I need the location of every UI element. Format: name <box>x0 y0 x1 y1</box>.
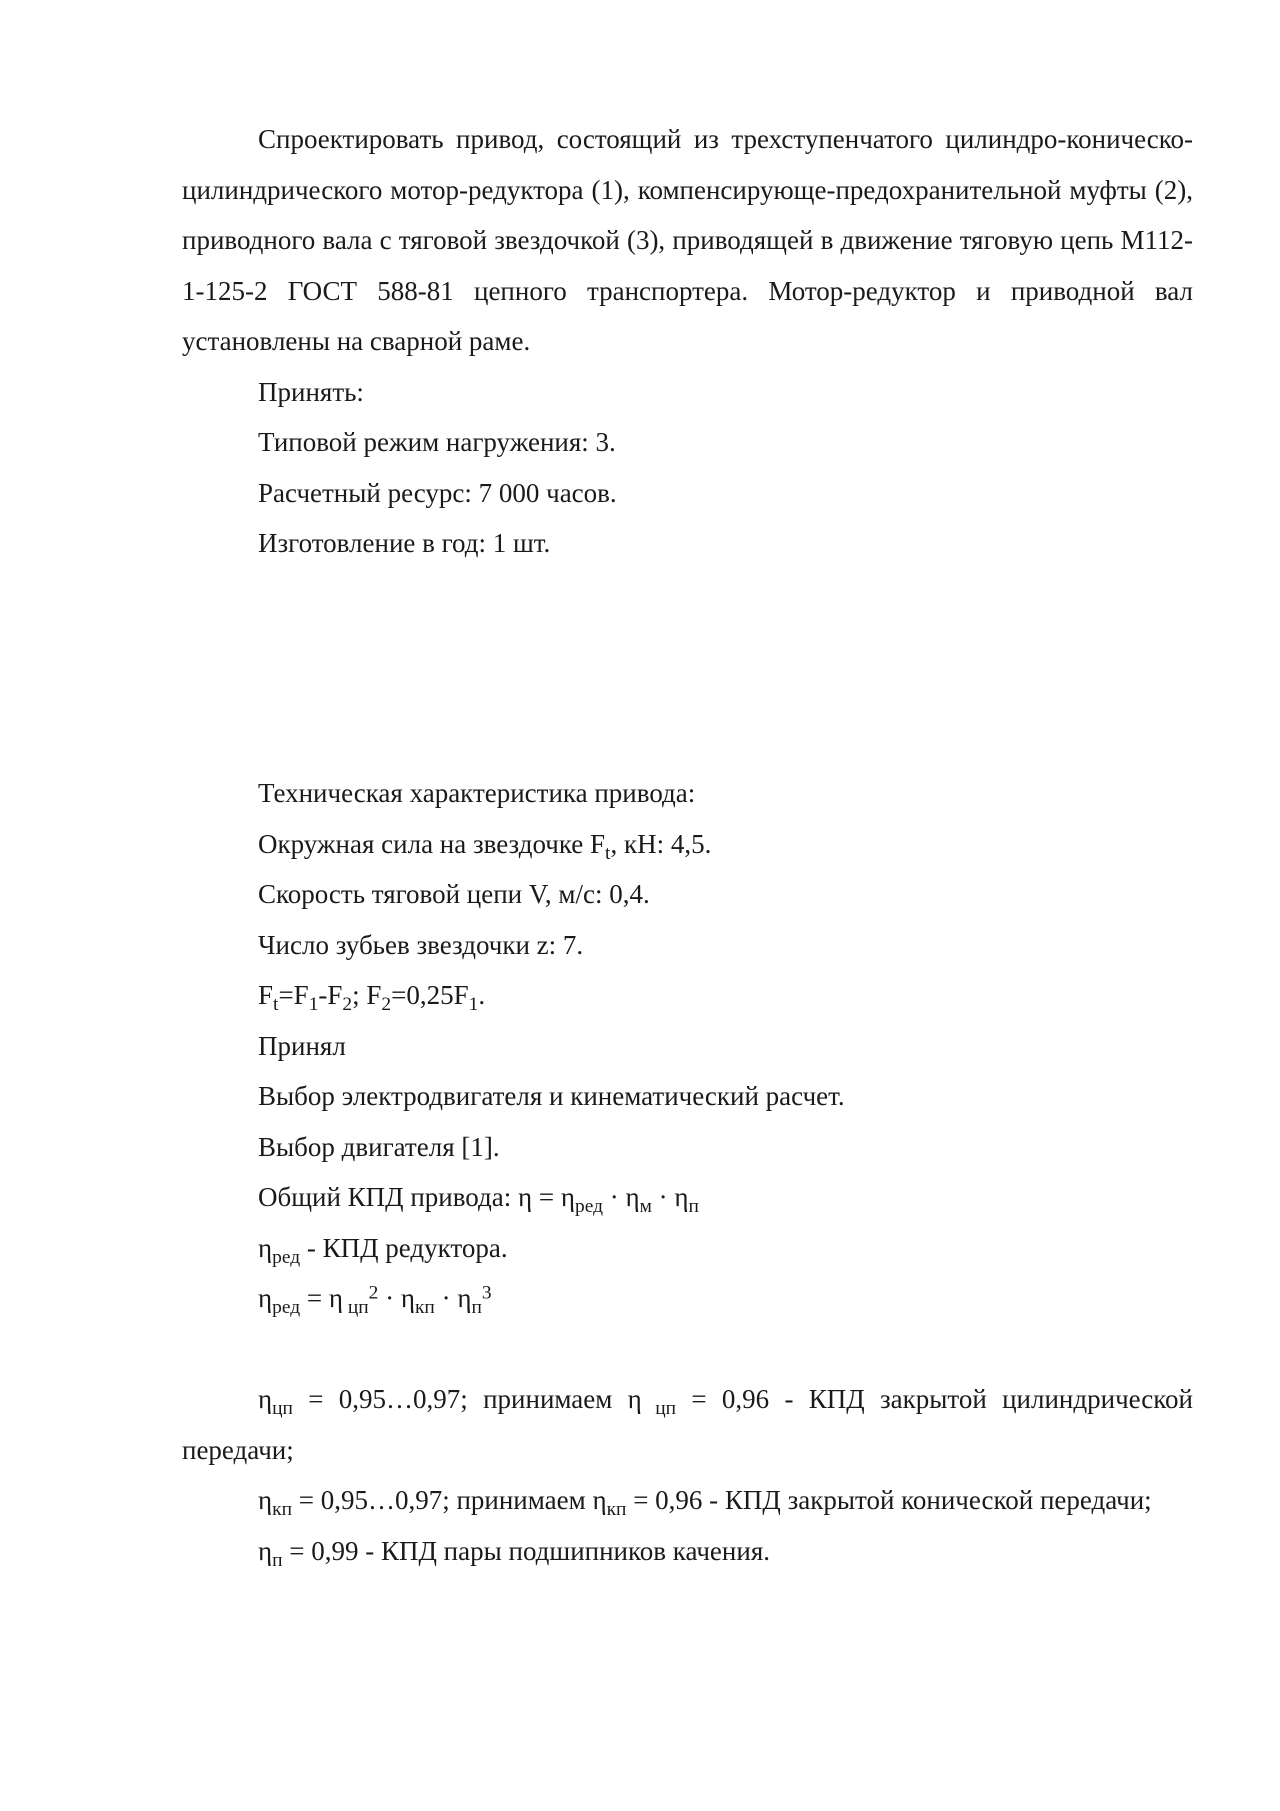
spec-heading: Техническая характеристика привода: <box>258 778 696 808</box>
force-subscript: t <box>605 842 611 864</box>
bearing-efficiency <box>182 1526 1193 1577</box>
brg-sub: п <box>272 1549 283 1571</box>
reducer-definition <box>182 1223 1193 1274</box>
force-line <box>182 819 1193 870</box>
rel-eq2: =0,25F <box>391 980 469 1010</box>
reducer-formula <box>182 1273 1193 1324</box>
rf-p-sub: п <box>471 1296 482 1318</box>
force-prefix: Окружная сила на звездочке F <box>258 828 606 859</box>
rf-kp-sub: кп <box>414 1296 435 1318</box>
rel-one-b: 1 <box>468 993 479 1015</box>
accepted-line: Принял <box>258 1030 346 1061</box>
reducer-def-text: - КПД редуктора. <box>300 1232 508 1263</box>
task-description: Спроектировать привод, состоящий из трехступенчатого цилиндро-коническо-цилиндрического мотор-редуктора (1), компенсирующе-предохранительной муфты (2), приводного вала с тяговой звездочкой (3), приводящей в движение тяговую цепь М112-1-125-2 ГОСТ 588-81 цепного транспортера. Мотор-редуктор и приводной вал установлены на сварной раме. <box>182 124 1193 356</box>
load-mode-line: Типовой режим нагружения: 3. <box>258 427 616 457</box>
rf-cube: 3 <box>481 1282 492 1304</box>
conical-efficiency <box>182 1475 1193 1526</box>
accept-label: Принять: <box>258 376 364 407</box>
force-suffix: , кН: 4,5. <box>610 828 712 859</box>
rel-one: 1 <box>308 993 319 1015</box>
rel-minus: -F <box>318 980 343 1010</box>
motor-section-title: Выбор электродвигателя и кинематический расчет. <box>258 1081 845 1111</box>
cyl-text2: = 0,96 - КПД закрытой цилиндрической передачи; <box>182 1384 1193 1465</box>
rf-cp-sub: цп <box>342 1296 369 1318</box>
rel-t: t <box>273 993 279 1015</box>
rf-red-sub: ред <box>272 1296 301 1318</box>
con-sub2: кп <box>606 1498 627 1520</box>
teeth-line: Число зубьев звездочки z: 7. <box>258 929 584 960</box>
speed-line: Скорость тяговой цепи V, м/с: 0,4. <box>258 879 650 909</box>
task-section <box>182 114 1193 569</box>
rel-sep: ; F <box>352 980 382 1010</box>
motor-choice-line: Выбор двигателя [1]. <box>258 1131 500 1162</box>
con-text2: = 0,96 - КПД закрытой конической передачи; <box>626 1485 1152 1515</box>
con-eta: η <box>258 1485 273 1515</box>
rel-eq1: =F <box>278 980 309 1010</box>
rf-dot1: · η <box>378 1283 415 1313</box>
rel-two-b: 2 <box>381 993 392 1015</box>
cyl-text1: = 0,95…0,97; принимаем η <box>292 1384 642 1414</box>
resource-line: Расчетный ресурс: 7 000 часов. <box>258 477 617 508</box>
total-red-sub: ред <box>574 1195 603 1217</box>
con-text1: = 0,95…0,97; принимаем η <box>291 1485 607 1515</box>
cylindrical-efficiency <box>182 1374 1193 1475</box>
brg-eta: η <box>258 1535 273 1566</box>
cyl-eta: η <box>258 1384 273 1414</box>
con-sub: кп <box>272 1498 292 1520</box>
reducer-def-sub: ред <box>272 1246 301 1268</box>
blank-line <box>182 1324 1193 1375</box>
force-relation-line <box>182 970 1193 1021</box>
spec-section <box>182 768 1193 1576</box>
rel-f: F <box>258 980 274 1010</box>
rf-eq: = η <box>300 1283 343 1313</box>
reducer-def-eta: η <box>258 1232 273 1263</box>
total-efficiency-formula <box>182 1172 1193 1223</box>
rf-eta: η <box>258 1283 273 1313</box>
production-line: Изготовление в год: 1 шт. <box>258 528 551 558</box>
cyl-sub: цп <box>272 1397 293 1419</box>
rel-end: . <box>478 980 486 1010</box>
total-m-sub: м <box>639 1195 652 1217</box>
total-dot2: · η <box>651 1182 689 1212</box>
rf-dot2: · η <box>434 1283 472 1313</box>
cyl-sub2: цп <box>641 1397 677 1419</box>
brg-text: = 0,99 - КПД пары подшипников качения. <box>282 1535 770 1566</box>
total-dot1: · η <box>602 1182 640 1212</box>
rel-two: 2 <box>342 993 353 1015</box>
total-prefix: Общий КПД привода: η = η <box>258 1182 575 1212</box>
rf-square: 2 <box>368 1282 379 1304</box>
total-p-sub: п <box>688 1195 699 1217</box>
